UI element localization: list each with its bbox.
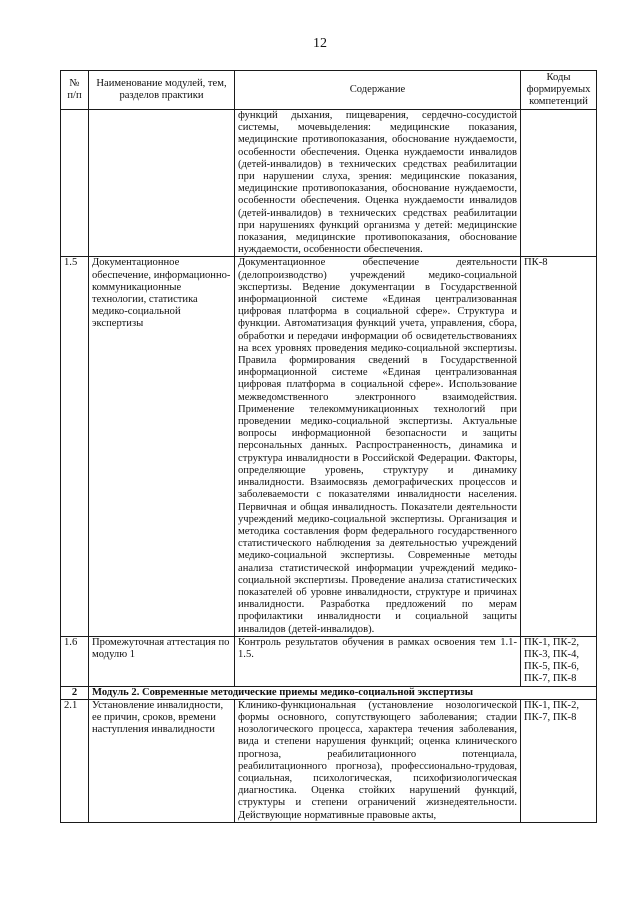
module-title: Модуль 2. Современные методические приемы медико-социальной экспертизы [89,686,597,699]
curriculum-table [60,70,597,823]
row-codes: ПК-1, ПК-2, ПК-7, ПК-8 [521,699,597,822]
table-header [61,71,597,110]
row-content: Контроль результатов обучения в рамках освоения тем 1.1-1.5. [235,636,521,686]
row-num: 1.6 [61,636,89,686]
page-number: 12 [313,36,327,51]
table-row [61,636,597,686]
row-content: Клинико-функциональная (установление нозологической формы основного, сопутствующего заболевания; стадии нозологического процесса, характера течения заболевания, вида и степени нарушения функций; оценка клинического прогноза, реабилитационного потенциала, реабилитационного прогноза), профессионально-трудовая, социальная, психологическая, психофизиологическая диагностика. Оценка стойких нарушений функций, структуры и степени ограничений жизнедеятельности. Действующие нормативные правовые акты, [235,699,521,822]
table-row [61,110,597,257]
module-num: 2 [61,686,89,699]
table-row [61,699,597,822]
row-content: функций дыхания, пищеварения, сердечно-сосудистой системы, мочевыделения: медицинские показания, медицинские противопоказания, обоснование нуждаемости, особенности обеспечения. Оценка нуждаемости инвалидов (детей-инвалидов) в технических средствах реабилитации при нарушении слуха, зрения: медицинские показания, медицинские противопоказания, обоснование нуждаемости, особенности обеспечения. Оценка нуждаемости инвалидов (детей-инвалидов) в технических средствах реабилитации при нарушениях функций организма у детей: медицинские показания, медицинские противопоказания, обоснование нуждаемости, особенности обеспечения. [235,110,521,257]
row-codes: ПК-1, ПК-2, ПК-3, ПК-4, ПК-5, ПК-6, ПК-7, ПК-8 [521,636,597,686]
header-num: № п/п [61,71,89,110]
header-name: Наименование модулей, тем, разделов практики [89,71,235,110]
row-name: Документационное обеспечение, информационно-коммуникационные технологии, статистика медико-социальной экспертизы [89,257,235,636]
row-codes: ПК-8 [521,257,597,636]
header-codes: Коды формируемых компетенций [521,71,597,110]
row-content: Документационное обеспечение деятельности (делопроизводство) учреждений медико-социальной экспертизы. Ведение документации в Государственной информационной системе «Единая централизованная цифровая платформа в социальной сфере». Структура и функции. Автоматизация функций учета, управления, сбора, обработки и передачи информации об освидетельствованиях на всех уровнях проведения медико-социальной экспертизы. Правила формирования сведений в Государственной информационной системе «Единая централизованная цифровая платформа в социальной сфере». Использование межведомственного электронного взаимодействия. Применение телекоммуникационных технологий при проведении медико-социальной экспертизы. Актуальные вопросы информационной безопасности и защиты персональных данных. Распространенность, динамика и структура инвалидности в Российской Федерации. Факторы, определяющие уровень, структуру и динамику инвалидности. Взаимосвязь демографических процессов и заболеваемости с показателями инвалидности населения. Первичная и общая инвалидность. Показатели деятельности учреждений медико-социальной экспертизы. Организация и методика составления форм федерального государственного статистического наблюдения за деятельностью учреждений медико-социальной экспертизы. Современные методы анализа статистической информации учреждений медико-социальной экспертизы. Проведение анализа статистических показателей об уровне инвалидности, структуре и причинах инвалидности. Разработка предложений по мерам профилактики инвалидности и социальной защиты инвалидов (детей-инвалидов). [235,257,521,636]
table-row [61,257,597,636]
row-name: Установление инвалидности, ее причин, сроков, времени наступления инвалидности [89,699,235,822]
row-name [89,110,235,257]
row-num: 2.1 [61,699,89,822]
row-num [61,110,89,257]
row-num: 1.5 [61,257,89,636]
module-row [61,686,597,699]
row-codes [521,110,597,257]
header-content: Содержание [235,71,521,110]
row-name: Промежуточная аттестация по модулю 1 [89,636,235,686]
